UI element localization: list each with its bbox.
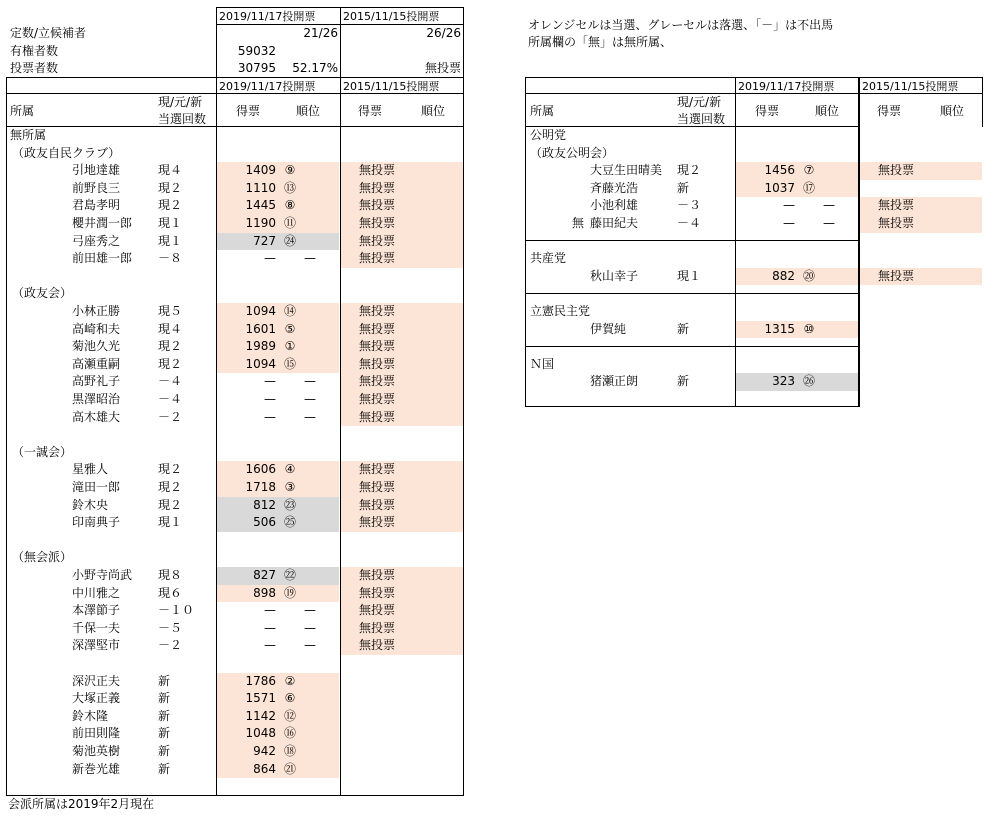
candidate-name: 櫻井潤一郎	[72, 216, 133, 230]
party-label: Ｎ国	[530, 356, 555, 371]
candidate-status: －４	[677, 216, 702, 230]
left-col-votes: 得票	[236, 104, 261, 118]
left-col-wins: 当選回数	[158, 112, 207, 126]
votes: —	[264, 374, 276, 389]
border	[525, 346, 859, 347]
candidate-status: 現５	[158, 304, 183, 318]
votes: 1456	[764, 163, 795, 178]
rank: ①	[284, 339, 296, 354]
candidate-status: －３	[677, 198, 702, 213]
votes: 1315	[764, 321, 795, 336]
votes: 1786	[245, 673, 276, 688]
votes: 1110	[245, 180, 276, 195]
votes: 1445	[245, 198, 276, 213]
votes-2015: 無投票	[359, 603, 396, 618]
right-header-2019: 2019/11/17投開票	[738, 80, 835, 93]
candidate-name: 鈴木隆	[72, 708, 109, 723]
candidate-name: 大豆生田晴美	[590, 163, 663, 178]
left-header-2019: 2019/11/17投開票	[219, 80, 316, 93]
group-label: （政友会）	[12, 286, 73, 301]
candidate-status: 現６	[158, 585, 183, 600]
votes: 1718	[245, 480, 276, 494]
votes: 898	[253, 585, 276, 600]
rank: ③	[284, 480, 296, 494]
votes-2015: 無投票	[359, 339, 396, 354]
candidate-name: 本澤節子	[72, 603, 121, 618]
rank: —	[304, 620, 316, 635]
candidate-status: 現２	[158, 339, 183, 354]
border	[6, 77, 7, 796]
candidate-status: 現４	[158, 321, 183, 336]
votes: 1190	[245, 216, 276, 230]
candidate-status: 現１	[158, 216, 183, 230]
rank: ㉔	[283, 233, 296, 248]
rank: —	[304, 603, 316, 618]
summary-value-2019-b: 52.17%	[292, 61, 338, 75]
candidate-name: 伊賀純	[590, 321, 627, 336]
candidate-status: 現２	[158, 497, 183, 512]
candidate-status: 現２	[158, 198, 183, 213]
votes-2015: 無投票	[359, 409, 396, 424]
rank: —	[304, 392, 316, 406]
votes: 1601	[245, 321, 276, 336]
votes: 942	[253, 744, 276, 758]
party-label: 共産党	[530, 251, 567, 266]
border	[6, 77, 464, 78]
candidate-name: 高野礼子	[72, 374, 121, 389]
candidate-name: 深澤堅市	[72, 638, 121, 653]
party-label: 無所属	[10, 128, 47, 142]
candidate-status: 新	[158, 761, 171, 776]
candidate-status: 現１	[158, 233, 183, 248]
summary-value-2019: 59032	[237, 43, 276, 58]
votes-2015: 無投票	[359, 198, 396, 213]
votes: —	[264, 392, 276, 406]
votes-2015: 無投票	[359, 620, 396, 635]
candidate-status: 現８	[158, 568, 183, 582]
candidate-name: 斉藤光浩	[590, 180, 639, 195]
votes-2015: 無投票	[359, 251, 396, 266]
left-col-affiliation: 所属	[10, 104, 35, 118]
footnote: 会派所属は2019年2月現在	[8, 797, 155, 811]
summary-value-2019: 30795	[237, 61, 276, 75]
rank: ㉕	[283, 515, 296, 530]
candidate-name: 高瀬重嗣	[72, 356, 121, 371]
candidate-name: 黒澤昭治	[72, 392, 121, 406]
legend-note-1: オレンジセルは当選、グレーセルは落選、「－」は不出馬	[528, 18, 834, 32]
rank: ㉖	[802, 374, 815, 389]
rank: ⑳	[802, 268, 815, 283]
border	[525, 240, 859, 241]
right-col-status: 現/元/新	[677, 95, 722, 109]
votes-2015: 無投票	[878, 163, 915, 178]
rank: ⑰	[802, 180, 815, 195]
candidate-status: －２	[158, 409, 183, 424]
votes-2015: 無投票	[359, 638, 396, 653]
border	[525, 126, 858, 127]
summary-label: 投票者数	[10, 61, 59, 75]
votes: 1048	[245, 726, 276, 741]
candidate-status: 現２	[158, 180, 183, 195]
rank: ⑤	[284, 321, 296, 336]
rank: ⑦	[803, 163, 815, 178]
summary-label: 定数/立候補者	[10, 26, 87, 40]
border	[525, 93, 983, 94]
votes: 1142	[245, 708, 276, 723]
right-col-votes-2015: 得票	[877, 104, 902, 118]
votes: 1606	[245, 462, 276, 477]
rank: ⑮	[283, 356, 296, 371]
votes-2015: 無投票	[359, 462, 396, 477]
border	[216, 24, 464, 25]
group-label: （政友自民クラブ）	[12, 145, 121, 160]
votes: 1409	[245, 163, 276, 178]
candidate-name: 前田則隆	[72, 726, 121, 741]
candidate-name: 前田雄一郎	[72, 251, 133, 266]
votes: 812	[253, 497, 276, 512]
votes-2015: 無投票	[359, 515, 396, 530]
candidate-name: 小林正勝	[72, 304, 121, 318]
candidate-status: 現２	[158, 462, 183, 477]
rank: ⑥	[284, 691, 296, 706]
candidate-name: 小池利雄	[590, 198, 639, 213]
votes-2015: 無投票	[359, 585, 396, 600]
votes: 882	[772, 268, 795, 283]
rank: ⑬	[283, 180, 296, 195]
candidate-name: 小野寺尚武	[72, 568, 133, 582]
candidate-name: 印南典子	[72, 515, 121, 530]
rank: ⑲	[283, 585, 296, 600]
candidate-name: 深沢正夫	[72, 673, 121, 688]
candidate-status: 現４	[158, 163, 183, 178]
votes: 1094	[245, 304, 276, 318]
rank: ②	[284, 673, 296, 688]
votes-2015: 無投票	[878, 268, 915, 283]
right-col-affiliation: 所属	[530, 104, 555, 118]
border	[6, 93, 464, 94]
votes: —	[783, 216, 795, 230]
candidate-name: 鈴木央	[72, 497, 109, 512]
right-col-votes: 得票	[755, 104, 780, 118]
votes-2015: 無投票	[359, 497, 396, 512]
rank: ⑭	[283, 304, 296, 318]
candidate-status: 新	[677, 180, 690, 195]
candidate-name: 高木雄大	[72, 409, 121, 424]
votes: —	[264, 620, 276, 635]
candidate-status: 現２	[158, 480, 183, 494]
rank: —	[304, 638, 316, 653]
legend-note-2: 所属欄の「無」は無所属、	[528, 35, 673, 49]
candidate-status: 現１	[158, 515, 183, 530]
candidate-name: 猪瀬正朗	[590, 374, 639, 389]
votes-2015: 無投票	[359, 568, 396, 582]
group-label: （無会派）	[12, 550, 73, 565]
votes: 1571	[245, 691, 276, 706]
votes-2015: 無投票	[359, 480, 396, 494]
candidate-status: 新	[158, 744, 171, 758]
rank: —	[304, 251, 316, 266]
candidate-status: －４	[158, 392, 183, 406]
border	[525, 293, 859, 294]
candidate-status: 現２	[158, 356, 183, 371]
affiliation-prefix: 無	[572, 216, 585, 230]
border	[6, 126, 464, 127]
left-header-2019-top: 2019/11/17投開票	[219, 10, 316, 23]
candidate-name: 星雅人	[72, 462, 109, 477]
candidate-status: －２	[158, 638, 183, 653]
summary-value-2015: 無投票	[424, 61, 461, 75]
border	[982, 77, 983, 127]
border	[525, 77, 526, 407]
rank: ⑩	[803, 321, 815, 336]
right-col-rank-2015: 順位	[940, 104, 965, 118]
votes-2015: 無投票	[359, 321, 396, 336]
candidate-status: 新	[677, 374, 690, 389]
votes: 1989	[245, 339, 276, 354]
rank: ⑧	[284, 198, 296, 213]
votes: 506	[253, 515, 276, 530]
rank: ⑪	[283, 216, 296, 230]
candidate-name: 前野良三	[72, 180, 121, 195]
votes-2015: 無投票	[359, 216, 396, 230]
candidate-name: 千保一夫	[72, 620, 121, 635]
group-label: （政友公明会）	[530, 145, 615, 160]
votes-2015: 無投票	[359, 374, 396, 389]
candidate-name: 君島孝明	[72, 198, 121, 213]
left-col-votes-2015: 得票	[358, 104, 383, 118]
candidate-status: －４	[158, 374, 183, 389]
rank: ㉓	[283, 497, 296, 512]
candidate-name: 大塚正義	[72, 691, 121, 706]
group-label: （一誠会）	[12, 444, 73, 459]
candidate-name: 菊池英樹	[72, 744, 121, 758]
candidate-name: 滝田一郎	[72, 480, 121, 494]
votes: —	[264, 409, 276, 424]
candidate-name: 菊池久光	[72, 339, 121, 354]
votes-2015: 無投票	[878, 216, 915, 230]
right-header-2015: 2015/11/15投開票	[862, 80, 959, 93]
candidate-name: 高崎和夫	[72, 321, 121, 336]
left-col-status: 現/元/新	[158, 95, 203, 109]
candidate-status: 現２	[677, 163, 702, 178]
votes-2015: 無投票	[359, 392, 396, 406]
votes: 1094	[245, 356, 276, 371]
left-col-rank-2015: 順位	[421, 104, 446, 118]
candidate-status: 新	[158, 708, 171, 723]
votes: —	[264, 638, 276, 653]
candidate-name: 藤田紀夫	[590, 216, 639, 230]
left-col-rank: 順位	[296, 104, 321, 118]
candidate-status: －１０	[158, 603, 195, 618]
votes: 864	[253, 761, 276, 776]
votes: 1037	[764, 180, 795, 195]
votes: —	[264, 603, 276, 618]
candidate-status: 新	[158, 726, 171, 741]
candidate-status: －５	[158, 620, 183, 635]
border	[735, 77, 736, 407]
candidate-name: 引地達雄	[72, 163, 121, 178]
summary-value-2019-b: 21/26	[303, 26, 338, 40]
candidate-status: －８	[158, 251, 183, 266]
votes-2015: 無投票	[359, 233, 396, 248]
votes: —	[264, 251, 276, 266]
rank: ⑨	[284, 163, 296, 178]
rank: ⑫	[283, 708, 296, 723]
candidate-name: 弓座秀之	[72, 233, 121, 248]
rank: —	[304, 374, 316, 389]
votes: 827	[253, 568, 276, 582]
rank: —	[823, 216, 835, 230]
candidate-name: 秋山幸子	[590, 268, 639, 283]
left-header-2015-top: 2015/11/15投開票	[343, 10, 440, 23]
right-col-rank: 順位	[815, 104, 840, 118]
rank: —	[304, 409, 316, 424]
votes-2015: 無投票	[359, 163, 396, 178]
candidate-status: 新	[158, 673, 171, 688]
rank: ㉑	[283, 761, 296, 776]
rank: ⑯	[283, 726, 296, 741]
votes-2015: 無投票	[359, 356, 396, 371]
votes: 727	[253, 233, 276, 248]
candidate-status: 新	[677, 321, 690, 336]
party-label: 立憲民主党	[530, 304, 591, 318]
candidate-name: 中川雅之	[72, 585, 121, 600]
votes-2015: 無投票	[878, 198, 915, 213]
right-col-wins: 当選回数	[677, 112, 726, 126]
border	[525, 77, 983, 78]
candidate-status: 新	[158, 691, 171, 706]
border	[858, 77, 860, 407]
votes-2015: 無投票	[359, 180, 396, 195]
candidate-name: 新巻光雄	[72, 761, 121, 776]
rank: —	[823, 198, 835, 213]
rank: ⑱	[283, 744, 296, 758]
rank: ㉒	[283, 568, 296, 582]
votes-2015: 無投票	[359, 304, 396, 318]
votes: 323	[772, 374, 795, 389]
votes: —	[783, 198, 795, 213]
candidate-status: 現１	[677, 268, 702, 283]
summary-value-2015: 26/26	[426, 26, 461, 40]
rank: ④	[284, 462, 296, 477]
left-header-2015: 2015/11/15投開票	[343, 80, 440, 93]
border	[525, 406, 859, 407]
party-label: 公明党	[530, 128, 567, 142]
summary-label: 有権者数	[10, 43, 59, 58]
